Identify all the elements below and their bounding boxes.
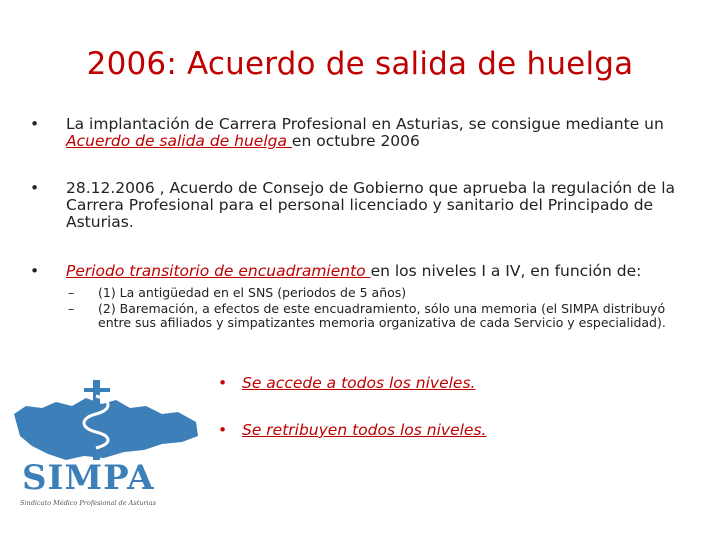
bullet-dot: •: [30, 115, 40, 133]
bullet-3: [30, 263, 690, 283]
callout-1-text[interactable]: Se accede a todos los niveles.: [242, 374, 476, 392]
subitem-2: [68, 302, 678, 350]
page-title: 2006: Acuerdo de salida de huelga: [86, 46, 634, 82]
bullet-2-text: 28.12.2006 , Acuerdo de Consejo de Gobierno que aprueba la regulación de la Carrera Profesional para el personal licenciado y sanitario del Principado de Asturias.: [66, 179, 676, 231]
subitem-1-text: (1) La antigüedad en el SNS (periodos de 5 años): [98, 285, 407, 300]
bullet-dot: •: [218, 421, 228, 439]
bullet-1-text: [66, 116, 688, 150]
bullet-1-link[interactable]: Acuerdo de salida de huelga: [66, 132, 292, 150]
subitem-2-text: (2) Baremación, a efectos de este encuadramiento, sólo una memoria (el SIMPA distribuyó entre sus afiliados y simpatizantes memoria organizativa de cada Servicio y especialidad).: [98, 301, 666, 330]
bullet-dot: •: [30, 262, 40, 280]
bullet-1-prefix: La implantación de Carrera Profesional en Asturias, se consigue mediante un: [66, 115, 664, 133]
bullet-3-suffix: en los niveles I a IV, en función de:: [370, 262, 642, 280]
bullet-3-link[interactable]: Periodo transitorio de encuadramiento: [66, 262, 371, 280]
bullet-1: [30, 116, 690, 156]
dash-marker: –: [68, 285, 75, 300]
subitem-1: [68, 286, 678, 300]
bullet-dot: •: [218, 374, 228, 392]
dash-marker: –: [68, 301, 75, 316]
bullet-2: [30, 180, 690, 240]
bullet-dot: •: [30, 179, 40, 197]
bullet-1-suffix: en octubre 2006: [291, 132, 420, 150]
callout-2-text[interactable]: Se retribuyen todos los niveles.: [242, 421, 487, 439]
logo-brand-text: SIMPA: [22, 458, 155, 498]
logo-caption: Sindicato Médico Profesional de Asturias: [20, 499, 156, 507]
bullet-3-text: [66, 263, 688, 280]
